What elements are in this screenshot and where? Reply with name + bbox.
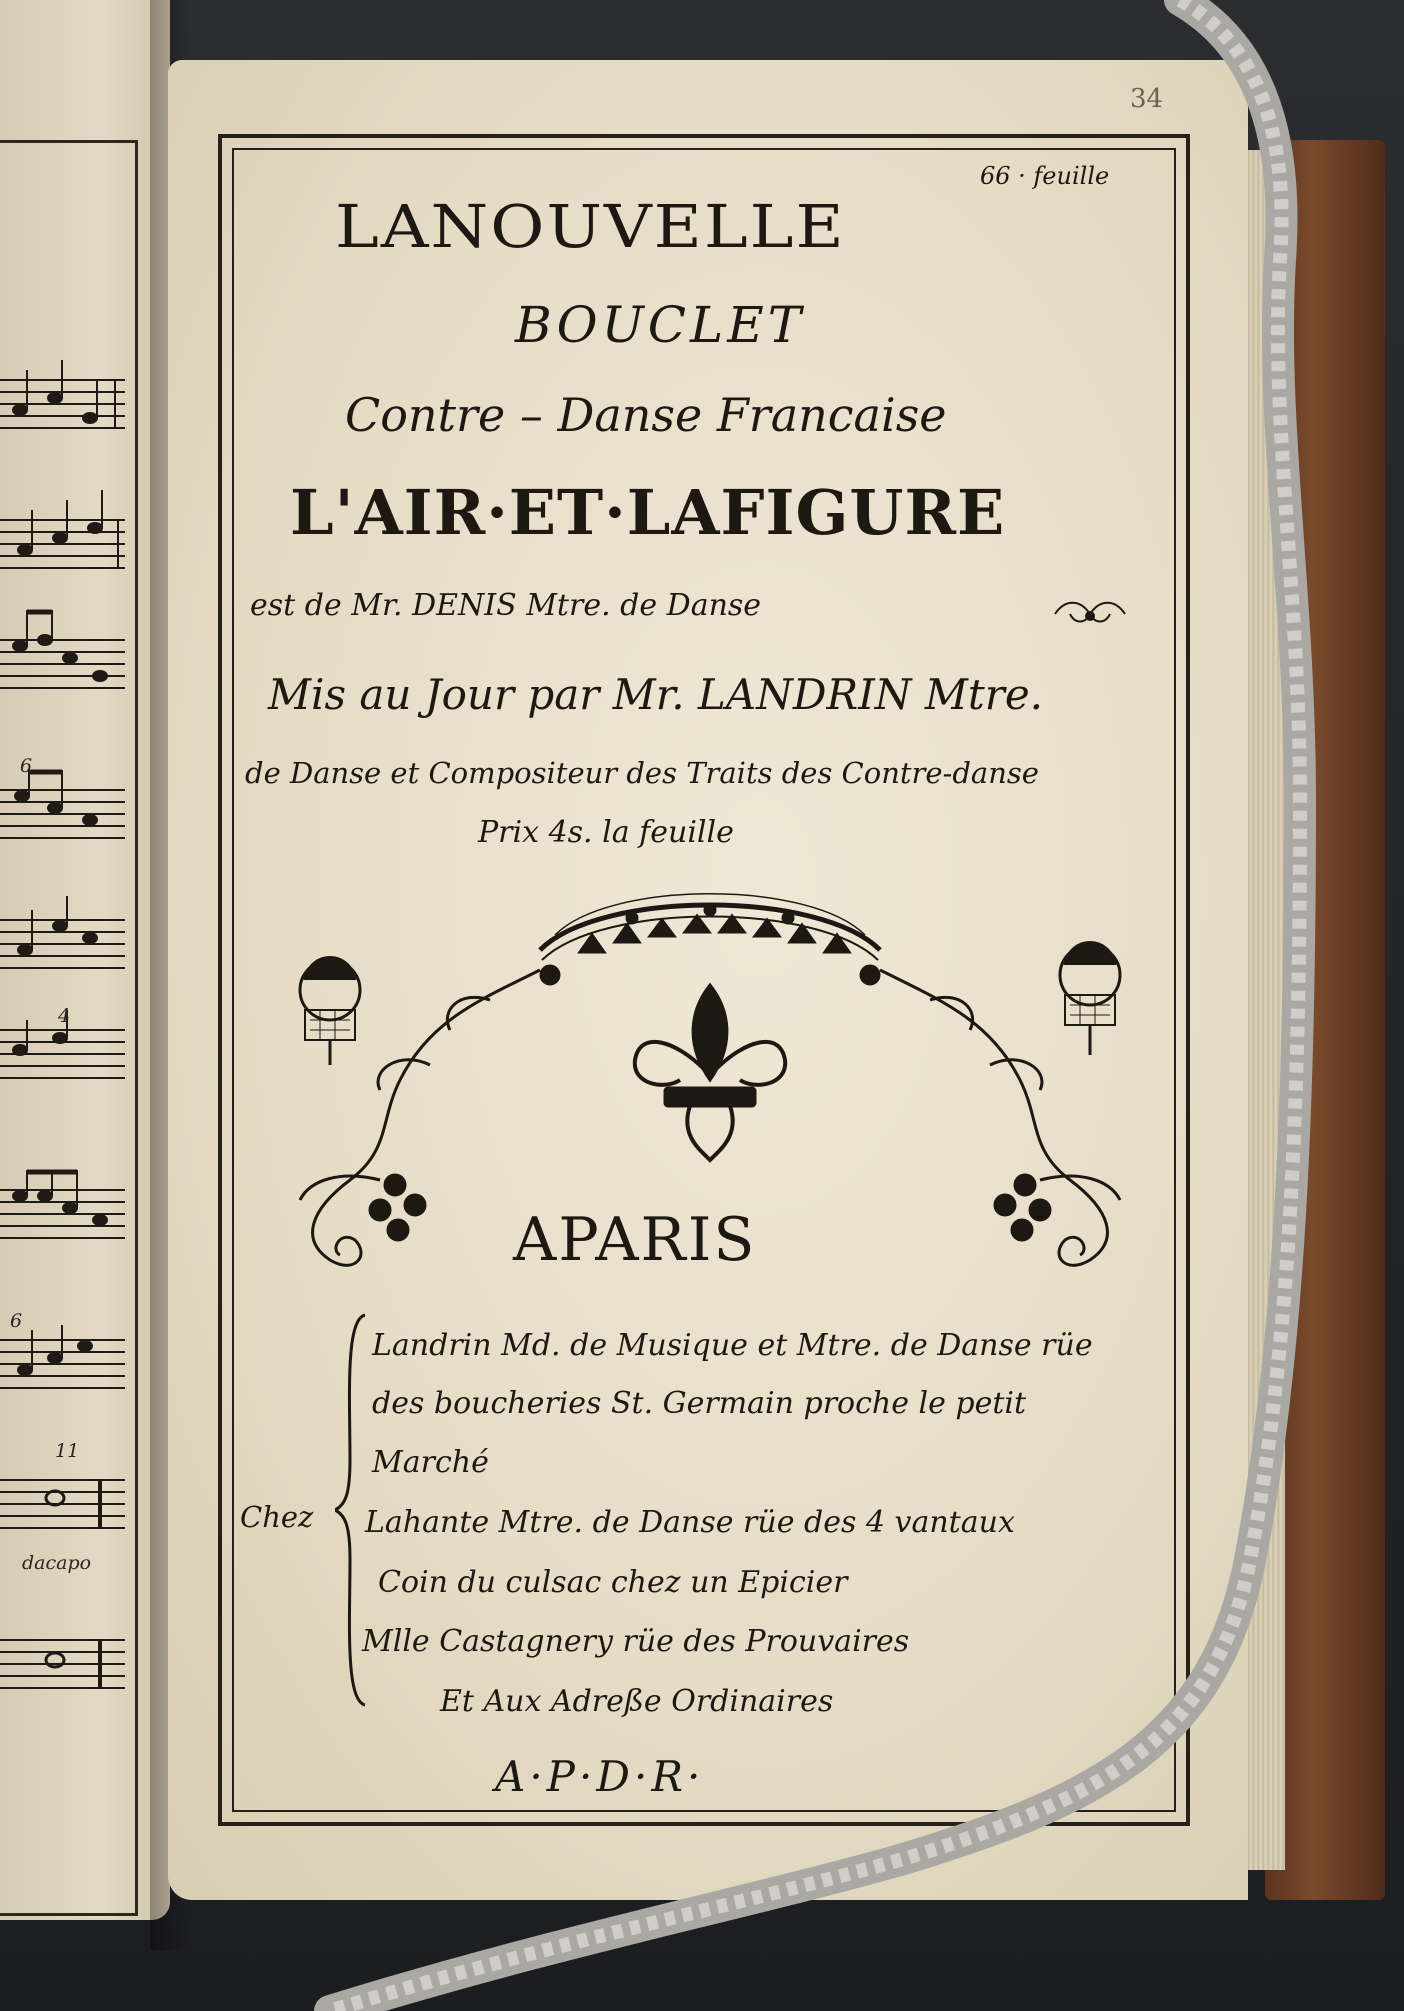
- left-page-music: [0, 0, 170, 1920]
- scroll-flourish-icon: [1050, 594, 1130, 634]
- fleur-de-lis-icon: [635, 985, 785, 1160]
- page-number: 34: [1130, 84, 1164, 114]
- music-staves: [0, 0, 170, 1920]
- address-line: Lahante Mtre. de Danse rüe des 4 vantaux: [365, 1505, 1015, 1540]
- measure-number: 4: [58, 1005, 71, 1027]
- published-line: Mis au Jour par Mr. LANDRIN Mtre.: [268, 670, 1044, 719]
- title-line-1: LANOUVELLE: [335, 191, 846, 262]
- title-line-3: L'AIR·ET·LAFIGURE: [290, 476, 1006, 549]
- measure-number: 6: [10, 1310, 23, 1332]
- privilege-line: A·P·D·R·: [495, 1752, 705, 1801]
- chez-label: Chez: [240, 1500, 314, 1534]
- address-line: Coin du culsac chez un Epicier: [378, 1565, 848, 1600]
- subtitle: Contre – Danse Francaise: [345, 388, 947, 442]
- dacapo-label: dacapo: [22, 1552, 92, 1574]
- flower-icon: [1060, 943, 1120, 1056]
- address-line: Marché: [372, 1445, 489, 1480]
- leaf-vine-icon: [300, 970, 540, 1265]
- flower-icon: [300, 958, 360, 1066]
- address-line: Et Aux Adreße Ordinaires: [440, 1684, 834, 1719]
- staff: [0, 1640, 125, 1688]
- composer-line: de Danse et Compositeur des Traits des Contre-danse: [245, 756, 1039, 790]
- staff: [0, 770, 125, 838]
- address-line: Mlle Castagnery rüe des Prouvaires: [362, 1624, 910, 1659]
- address-line: des boucheries St. Germain proche le petit: [372, 1386, 1027, 1421]
- imprint-city: APARIS: [513, 1205, 757, 1275]
- staff: [0, 1325, 125, 1388]
- measure-number: 11: [55, 1440, 80, 1462]
- staff: [0, 360, 125, 428]
- leaf-vine-icon: [880, 970, 1120, 1265]
- staff: [0, 1170, 125, 1238]
- arch-ornament: [540, 894, 880, 984]
- staff: [0, 490, 125, 568]
- staff: [0, 896, 125, 968]
- title-line-2: BOUCLET: [515, 296, 806, 354]
- staff: [0, 1480, 125, 1528]
- price-line: Prix 4s. la feuille: [478, 815, 734, 850]
- staff: [0, 610, 125, 688]
- address-line: Landrin Md. de Musique et Mtre. de Danse rüe: [372, 1328, 1093, 1363]
- sheet-count: 66 · feuille: [980, 162, 1110, 190]
- measure-number: 6: [20, 755, 33, 777]
- author-line: est de Mr. DENIS Mtre. de Danse: [250, 588, 762, 623]
